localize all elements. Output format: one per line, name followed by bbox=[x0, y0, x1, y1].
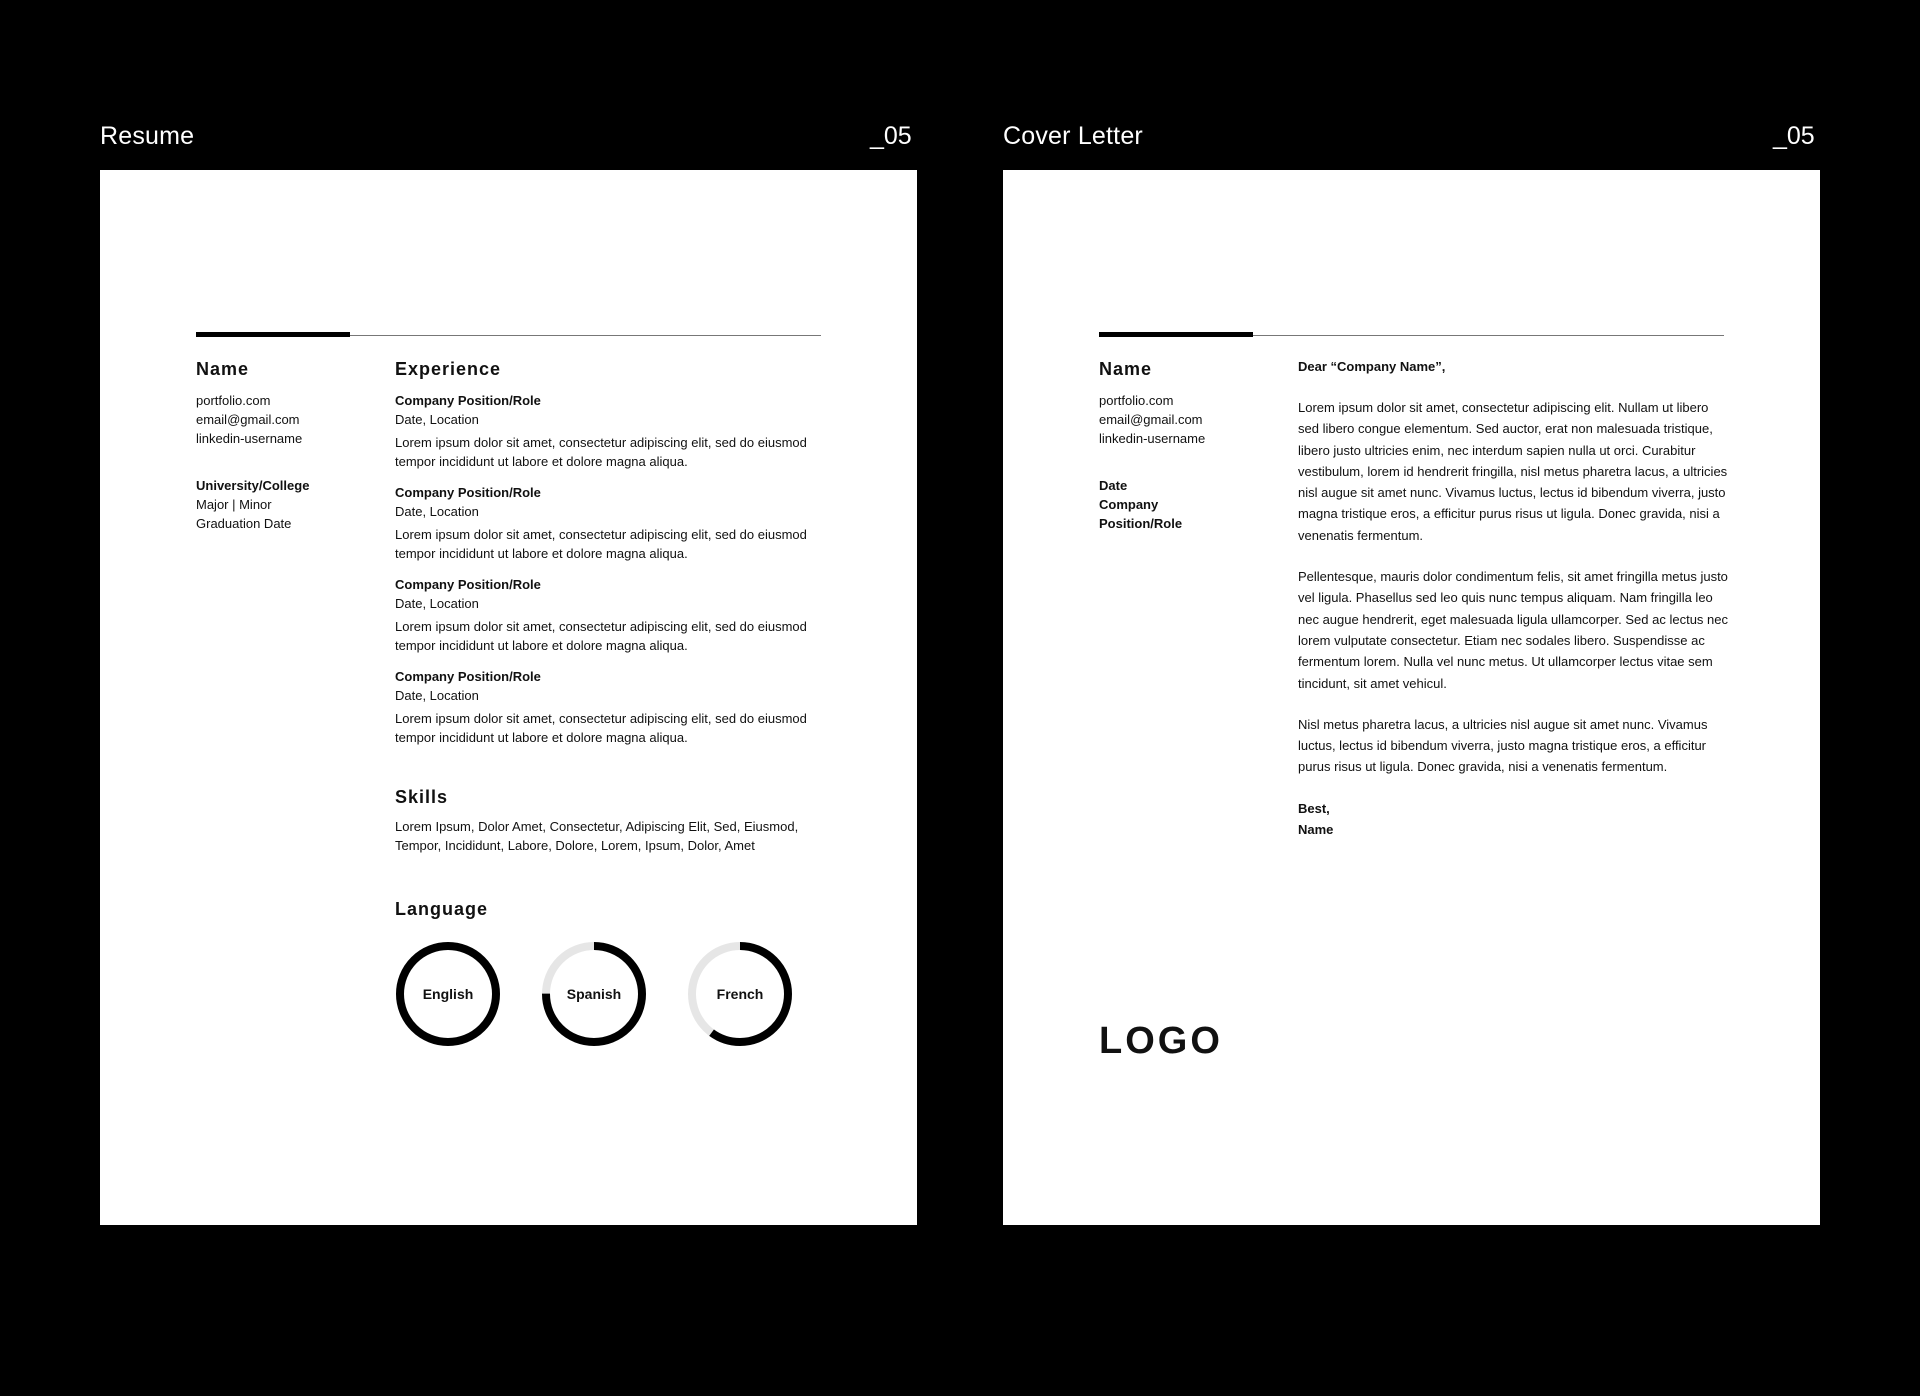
skills-heading: Skills bbox=[395, 787, 449, 807]
resume-main bbox=[395, 357, 825, 1047]
cover-letter-panel-title: Cover Letter bbox=[1003, 122, 1143, 150]
language-heading: Language bbox=[395, 899, 489, 919]
job-entry bbox=[395, 575, 825, 655]
education-school: University/College bbox=[196, 478, 310, 493]
letter-signoff bbox=[1298, 798, 1728, 840]
resume-page-number: _05 bbox=[870, 122, 912, 150]
language-ring bbox=[541, 941, 647, 1047]
education-graduation: Graduation Date bbox=[196, 516, 292, 531]
language-section bbox=[395, 897, 825, 1047]
job-description: Lorem ipsum dolor sit amet, consectetur adipiscing elit, sed do eiusmod tempor incididunt ut labore et dolore magna aliqua. bbox=[395, 619, 807, 653]
job-date-location: Date, Location bbox=[395, 412, 479, 427]
linkedin-link[interactable]: linkedin-username bbox=[1099, 431, 1206, 446]
job-role: Company Position/Role bbox=[395, 485, 541, 500]
job-description: Lorem ipsum dolor sit amet, consectetur adipiscing elit, sed do eiusmod tempor incididunt ut labore et dolore magna aliqua. bbox=[395, 711, 807, 745]
letter-greeting: Dear “Company Name”, bbox=[1298, 359, 1446, 374]
letter-signature: Name bbox=[1298, 821, 1334, 837]
language-rings bbox=[395, 941, 825, 1047]
job-role: Company Position/Role bbox=[395, 669, 541, 684]
letter-paragraph: Lorem ipsum dolor sit amet, consectetur adipiscing elit. Nullam ut libero sed libero congue elementum. Sed auctor, erat non malesuada tristique, libero justo ultricies enim, nec interdum sapien nulla ut orci. Curabitur vestibulum, lorem id hendrerit fringilla, nisl metus pharetra lacus, a ultricies nisl augue sit amet nunc. Vivamus luctus, lectus id bibendum viverra, justo magna tristique eros, a efficitur purus risus ut ligula. Donec gravida, nisi a venenatis fermentum. bbox=[1298, 400, 1728, 543]
language-label: Spanish bbox=[566, 986, 622, 1002]
email-link[interactable]: email@gmail.com bbox=[196, 412, 300, 427]
job-role: Company Position/Role bbox=[395, 393, 541, 408]
meta-position: Position/Role bbox=[1099, 516, 1183, 531]
cover-letter-sidebar bbox=[1099, 357, 1289, 533]
job-date-location: Date, Location bbox=[395, 596, 479, 611]
resume-education bbox=[196, 476, 386, 533]
cover-letter-contact bbox=[1099, 391, 1289, 448]
education-major: Major | Minor bbox=[196, 497, 272, 512]
job-date-location: Date, Location bbox=[395, 688, 479, 703]
resume-panel-title: Resume bbox=[100, 122, 195, 150]
linkedin-link[interactable]: linkedin-username bbox=[196, 431, 303, 446]
meta-company: Company bbox=[1099, 497, 1159, 512]
skills-list: Lorem Ipsum, Dolor Amet, Consectetur, Adipiscing Elit, Sed, Eiusmod, Tempor, Incididunt, Labore, Dolore, Lorem, Ipsum, Dolor, Amet bbox=[395, 819, 799, 853]
header-rule-accent bbox=[1099, 332, 1253, 337]
cover-letter-page-number: _05 bbox=[1773, 122, 1815, 150]
language-ring bbox=[687, 941, 793, 1047]
resume-sidebar bbox=[196, 357, 386, 533]
cover-letter-meta bbox=[1099, 476, 1289, 533]
cover-letter-sheet bbox=[1003, 170, 1820, 1225]
job-date-location: Date, Location bbox=[395, 504, 479, 519]
job-entry bbox=[395, 483, 825, 563]
skills-section bbox=[395, 785, 825, 855]
job-description: Lorem ipsum dolor sit amet, consectetur adipiscing elit, sed do eiusmod tempor incididunt ut labore et dolore magna aliqua. bbox=[395, 435, 807, 469]
job-description: Lorem ipsum dolor sit amet, consectetur adipiscing elit, sed do eiusmod tempor incididunt ut labore et dolore magna aliqua. bbox=[395, 527, 807, 561]
cover-letter-body bbox=[1298, 357, 1728, 840]
job-role: Company Position/Role bbox=[395, 577, 541, 592]
resume-sheet bbox=[100, 170, 917, 1225]
cover-letter-name: Name bbox=[1099, 359, 1153, 379]
letter-paragraph: Nisl metus pharetra lacus, a ultricies nisl augue sit amet nunc. Vivamus luctus, lectus id bibendum viverra, justo magna tristique eros, a efficitur purus risus ut ligula. Donec gravida, nisi a venenatis fermentum. bbox=[1298, 716, 1708, 775]
language-ring bbox=[395, 941, 501, 1047]
company-logo: LOGO bbox=[1099, 1020, 1223, 1062]
letter-closing: Best, bbox=[1298, 800, 1330, 816]
experience-heading: Experience bbox=[395, 359, 502, 379]
job-entry bbox=[395, 667, 825, 747]
meta-date: Date bbox=[1099, 478, 1128, 493]
resume-name: Name bbox=[196, 359, 250, 379]
resume-contact bbox=[196, 391, 386, 448]
portfolio-link[interactable]: portfolio.com bbox=[1099, 393, 1174, 408]
language-label: English bbox=[422, 986, 474, 1002]
language-label: French bbox=[716, 986, 764, 1002]
letter-paragraph: Pellentesque, mauris dolor condimentum felis, sit amet fringilla metus justo vel ligula. Phasellus sed leo quis nunc tempus aliquam. Nam fringilla leo nec augue hendrerit, eget malesuada ligula ullamcorper. Sed ac lectus nec lorem vulputate consectetur. Etiam nec sodales libero. Suspendisse ac fermentum lorem. Nulla vel nunc metus. Ut ullamcorper lectus vitae sem tincidunt, sit amet vehicul. bbox=[1298, 569, 1728, 691]
portfolio-link[interactable]: portfolio.com bbox=[196, 393, 271, 408]
email-link[interactable]: email@gmail.com bbox=[1099, 412, 1203, 427]
header-rule-accent bbox=[196, 332, 350, 337]
job-entry bbox=[395, 391, 825, 471]
